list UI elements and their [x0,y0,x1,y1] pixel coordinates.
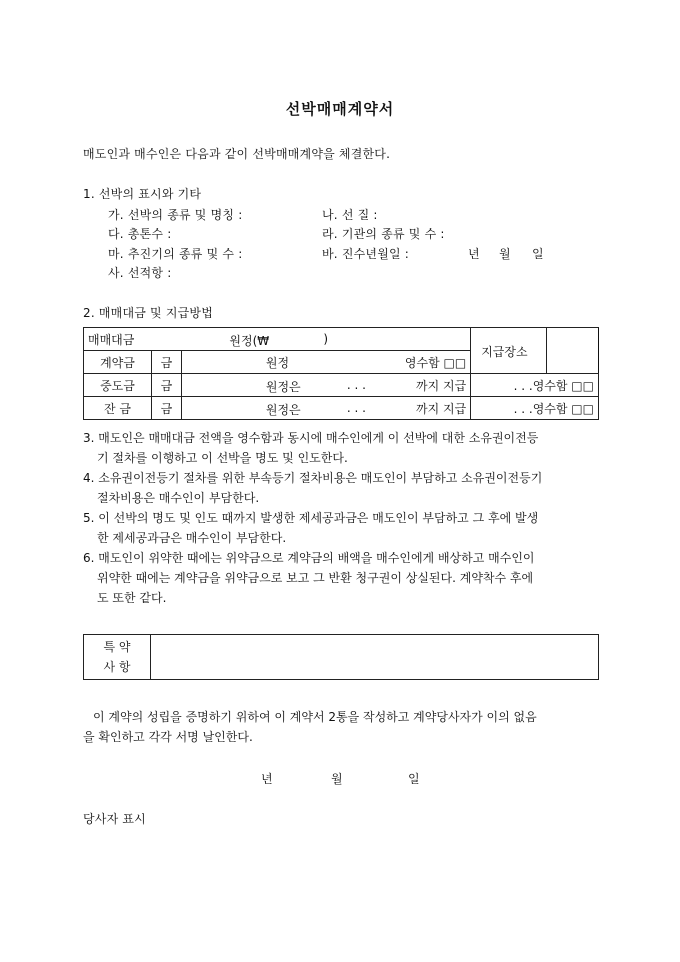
clause-4: 4. 소유권이전등기 절차를 위한 부속등기 절차비용은 매도인이 부담하고 소유권이전등기 절차비용은 매수인이 부담한다. [83,471,543,505]
section1-heading: 1. 선박의 표시와 기타 [83,187,202,201]
vessel-type-name: 가. 선박의 종류 및 명칭 : [108,208,243,222]
balance-receipt-cell [471,397,599,420]
balance-receipt-date: . . . [513,401,533,416]
launch-day: 일 [532,247,544,261]
deposit-geum: 금 [151,351,181,374]
launch-year: 년 [468,247,480,261]
payment-table [83,327,599,420]
total-price-cell [151,328,470,351]
deposit-won: 원정 [181,351,331,374]
table-row [84,328,599,351]
balance-amount-cell: 원정은 . . . [181,397,331,420]
midpayment-receipt-date: . . . [513,378,533,393]
special-terms-table [83,634,599,680]
closing-statement: 이 계약의 성립을 증명하기 위하여 이 계약서 2통을 작성하고 계약당사자가 이의 없음 을 확인하고 각각 서명 날인한다. [83,710,537,744]
total-price-close: ) [323,332,329,346]
midpayment-geum: 금 [151,374,181,397]
launch-month: 월 [499,247,511,261]
balance-geum: 금 [151,397,181,420]
payment-place-label: 지급장소 [471,328,599,374]
gross-tonnage: 다. 총톤수 : [108,227,172,241]
clause-5: 5. 이 선박의 명도 및 인도 때까지 발생한 제세공과금은 매도인이 부담하고 그 후에 발생 한 제세공과금은 매수인이 부담한다. [83,511,539,545]
section2-heading: 2. 매매대금 및 지급방법 [83,306,214,320]
midpayment-until: 까지 지급 [331,374,471,397]
total-price-label: 매매대금 [84,328,152,351]
document-title: 선박매매계약서 [285,100,395,118]
midpayment-receipt: 영수함 □□ [532,378,594,393]
balance-label: 잔 금 [84,397,152,420]
table-row [84,397,599,420]
launch-date: 바. 진수년월일 : [322,247,410,261]
contract-year: 년 [261,772,273,786]
clause-3: 3. 매도인은 매매대금 전액을 영수함과 동시에 매수인에게 이 선박에 대한 소유권이전등 기 절차를 이행하고 이 선박을 명도 및 인도한다. [83,431,539,465]
contract-day: 일 [408,772,420,786]
deposit-receipt: 영수함 □□ [331,351,471,374]
port-of-registry: 사. 선적항 : [108,266,172,280]
balance-until: 까지 지급 [331,397,471,420]
special-terms-label: 특 약 사 항 [84,635,151,680]
clause-6: 6. 매도인이 위약한 때에는 위약금으로 계약금의 배액을 매수인에게 배상하고 매수인이 위약한 때에는 계약금을 위약금으로 보고 그 반환 청구권이 상실된다. 계약착수 후에 도 또한 같다. [83,551,535,605]
midpayment-amount-cell: 원정은 . . . [181,374,331,397]
total-price-won: 원정(₩ [229,334,270,348]
propeller-type-count: 마. 추진기의 종류 및 수 : [108,247,243,261]
contract-month: 월 [331,772,343,786]
balance-date: . . . [346,401,366,415]
balance-receipt: 영수함 □□ [532,401,594,416]
hull-material: 나. 선 질 : [322,208,378,222]
engine-type-count: 라. 기관의 종류 및 수 : [322,227,445,241]
midpayment-receipt-cell [471,374,599,397]
midpayment-label: 중도금 [84,374,152,397]
special-terms-content [151,635,599,680]
midpayment-date: . . . [346,378,366,392]
table-row [84,635,599,680]
deposit-label: 계약금 [84,351,152,374]
intro-text: 매도인과 매수인은 다음과 같이 선박매매계약을 체결한다. [83,147,391,161]
table-row [84,374,599,397]
parties-heading: 당사자 표시 [83,812,146,826]
